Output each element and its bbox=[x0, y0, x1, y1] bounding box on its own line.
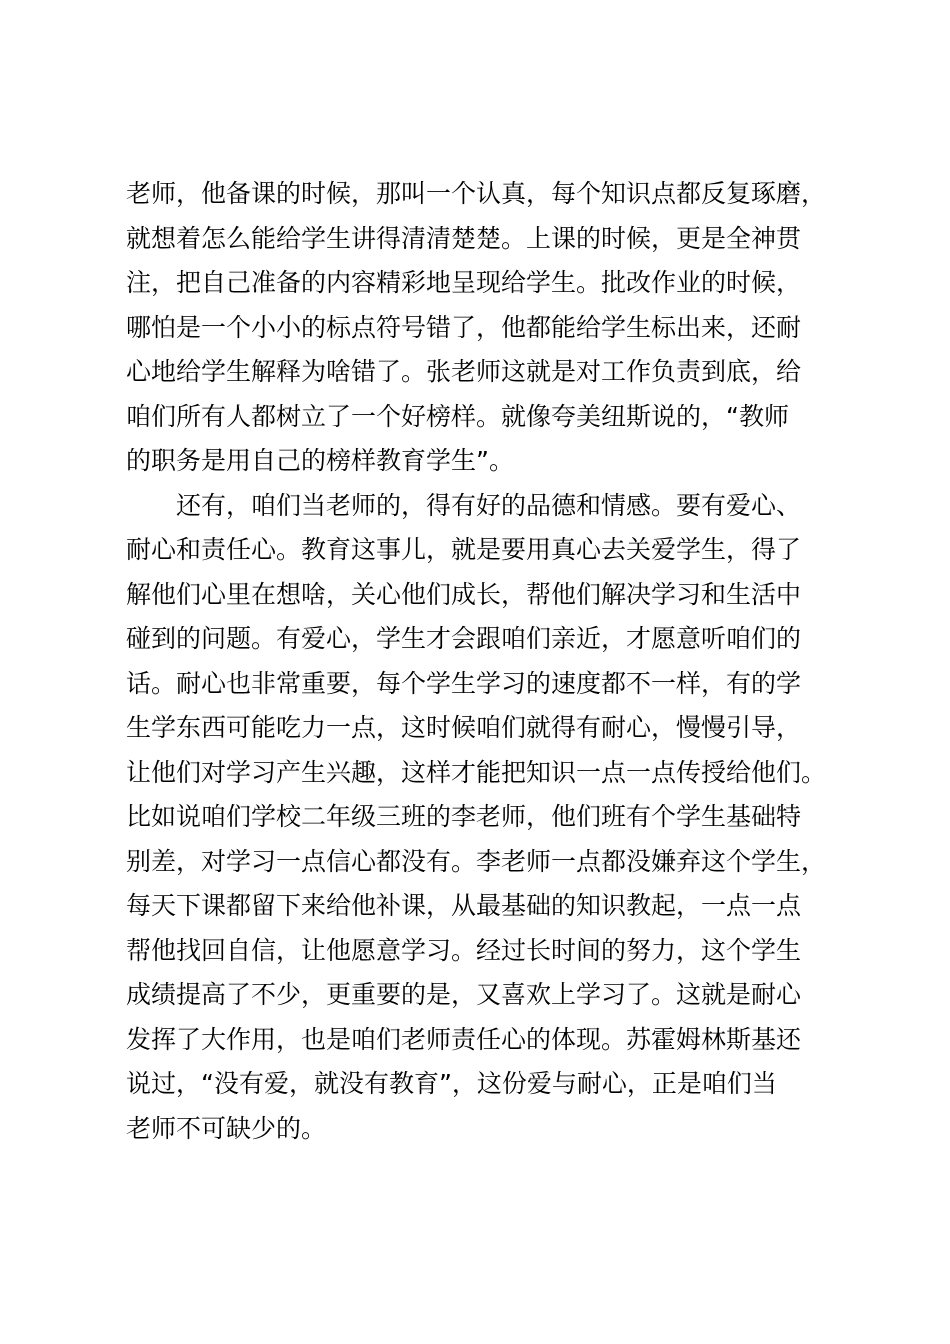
text-line: 每天下课都留下来给他补课，从最基础的知识教起，一点一点 bbox=[126, 891, 802, 920]
text-line: 老师不可缺少的。 bbox=[126, 1113, 327, 1143]
text-line: 别差，对学习一点信心都没有。李老师一点都没嫌弃这个学生， bbox=[126, 846, 827, 876]
text-line: 就想着怎么能给学生讲得清清楚楚。上课的时候，更是全神贯 bbox=[126, 223, 802, 253]
text-line: 心地给学生解释为啥错了。张老师这就是对工作负责到底，给 bbox=[126, 357, 802, 386]
text-line: 咱们所有人都树立了一个好榜样。就像夸美纽斯说的，“教师 bbox=[126, 401, 789, 431]
text-line: 话。耐心也非常重要，每个学生学习的速度都不一样，有的学 bbox=[126, 668, 802, 698]
text-line: 说过，“没有爱，就没有教育”，这份爱与耐心，正是咱们当 bbox=[126, 1069, 777, 1098]
text-line: 老师，他备课的时候，那叫一个认真，每个知识点都反复琢磨， bbox=[126, 179, 827, 208]
text-line: 注，把自己准备的内容精彩地呈现给学生。批改作业的时候， bbox=[126, 268, 802, 297]
text-line: 耐心和责任心。教育这事儿，就是要用真心去关爱学生，得了 bbox=[126, 535, 802, 564]
text-line: 解他们心里在想啥，关心他们成长，帮他们解决学习和生活中 bbox=[126, 579, 802, 609]
text-line: 成绩提高了不少，更重要的是，又喜欢上学习了。这就是耐心 bbox=[126, 980, 802, 1009]
text-line: 哪怕是一个小小的标点符号错了，他都能给学生标出来，还耐 bbox=[126, 312, 802, 342]
text-line: 的职务是用自己的榜样教育学生”。 bbox=[126, 446, 514, 475]
text-line: 让他们对学习产生兴趣，这样才能把知识一点一点传授给他们。 bbox=[126, 757, 827, 787]
text-line: 帮他找回自信，让他愿意学习。经过长时间的努力，这个学生 bbox=[126, 935, 802, 965]
text-line: 还有，咱们当老师的，得有好的品德和情感。要有爱心、 bbox=[126, 490, 802, 520]
text-line: 比如说咱们学校二年级三班的李老师，他们班有个学生基础特 bbox=[126, 802, 802, 831]
body-text bbox=[126, 172, 866, 1151]
text-line: 发挥了大作用，也是咱们老师责任心的体现。苏霍姆林斯基还 bbox=[126, 1024, 802, 1054]
text-line: 生学东西可能吃力一点，这时候咱们就得有耐心，慢慢引导， bbox=[126, 713, 802, 742]
text-line: 碰到的问题。有爱心，学生才会跟咱们亲近，才愿意听咱们的 bbox=[126, 624, 802, 653]
